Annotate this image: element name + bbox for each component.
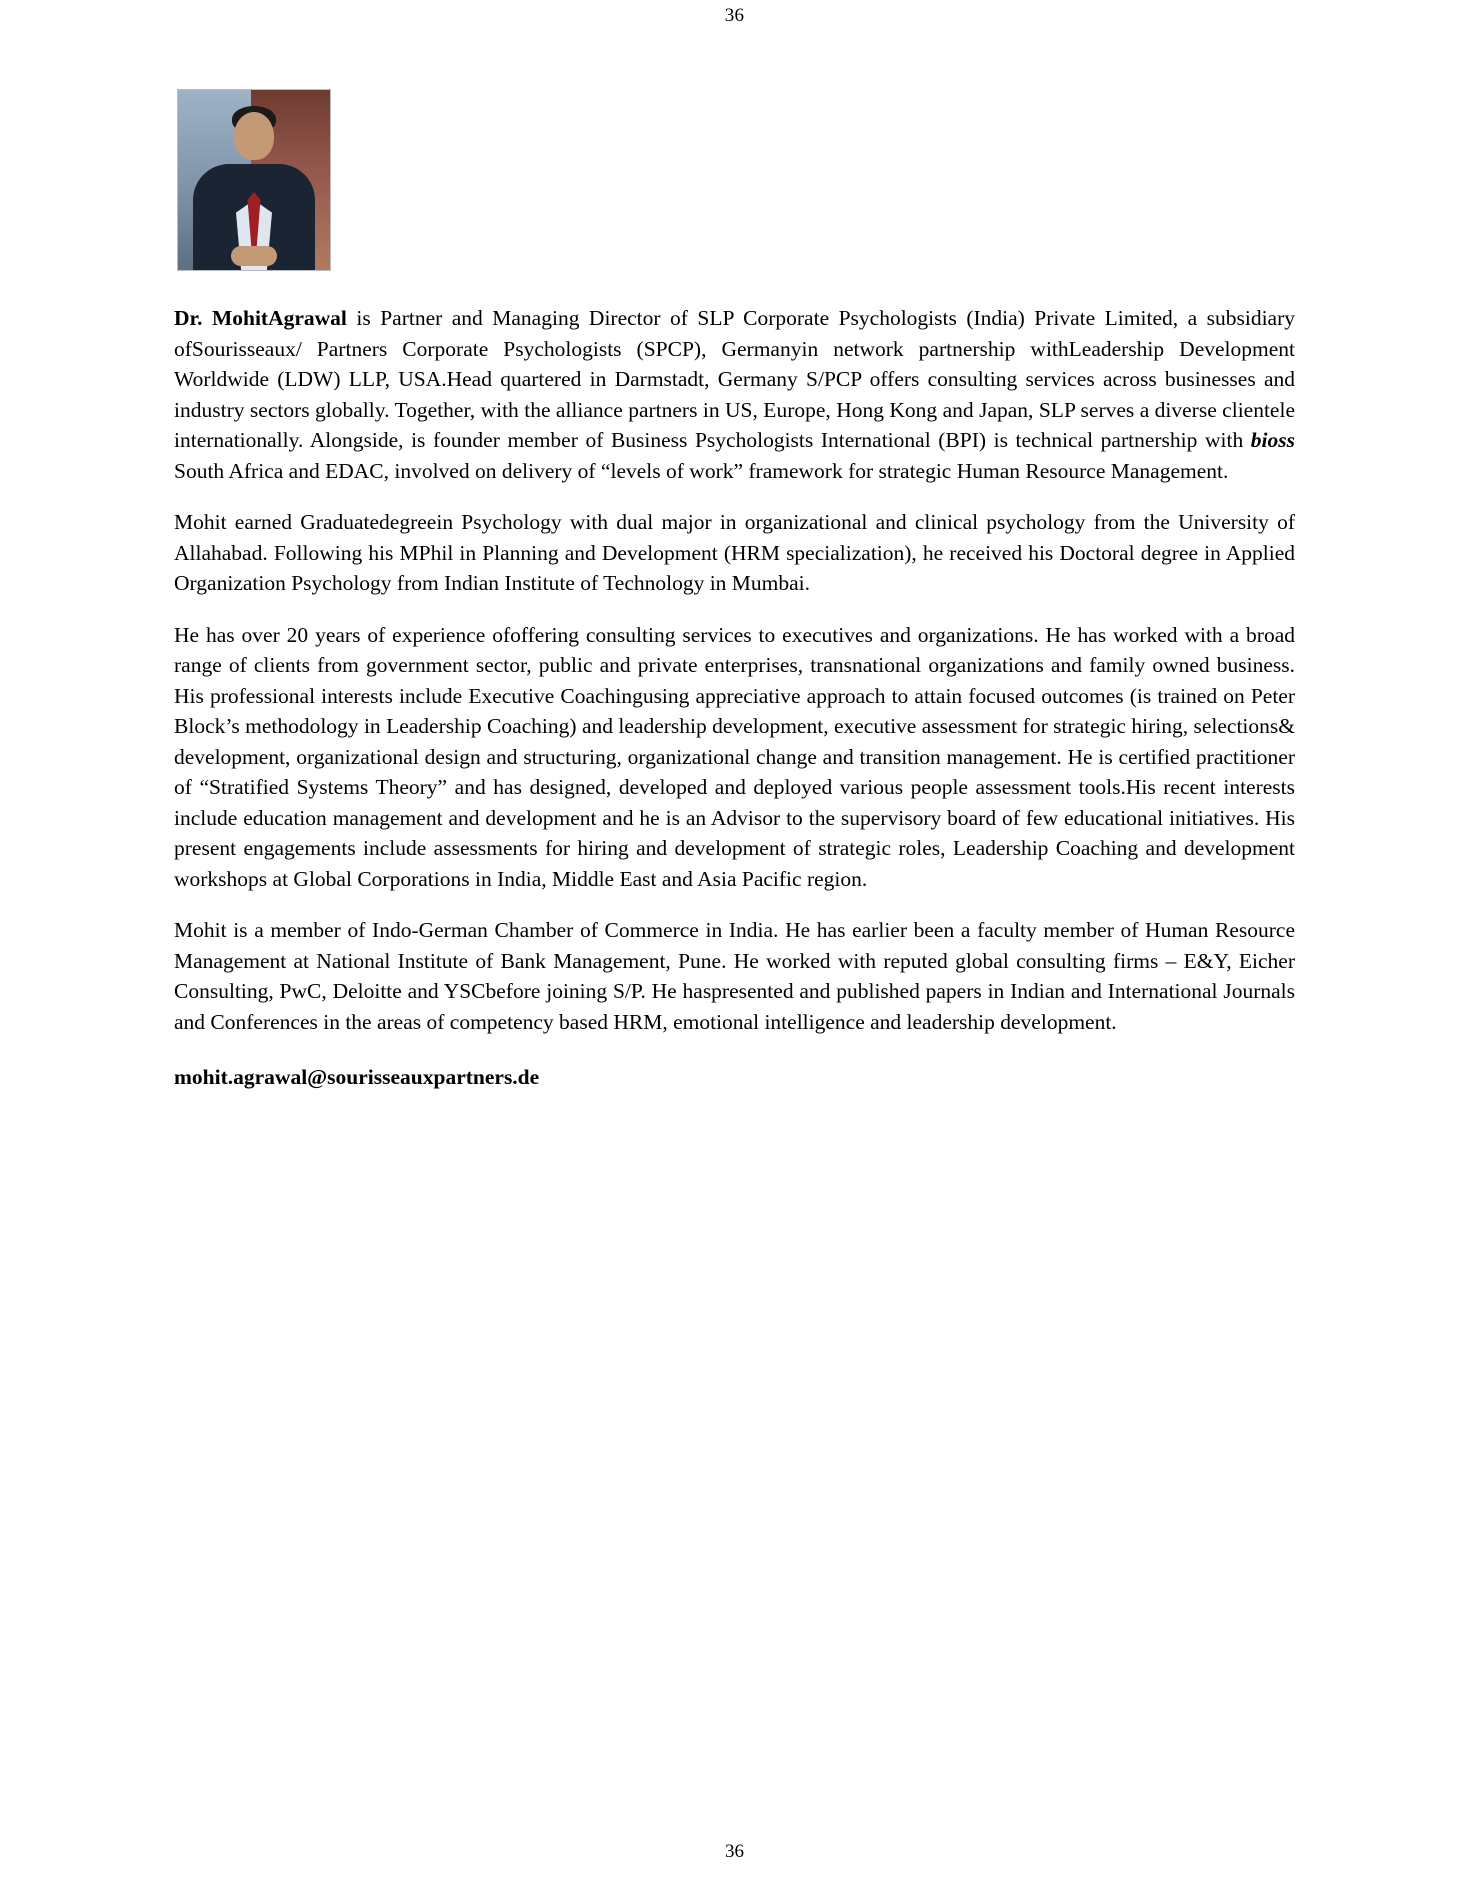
bio-paragraph-1-emphasis: bioss xyxy=(1250,428,1295,453)
portrait-head xyxy=(234,112,274,160)
bio-paragraph-1-rest: is Partner and Managing Director of SLP Corporate Psychologists (India) Private Limited, a subsidiary ofSourisseaux/ Partners Corporate Psychologists (SPCP), Germanyin network partnership withLeadership Development Worldwide (LDW) LLP, USA.Head quartered in Darmstadt, Germany S/PCP offers consulting services across businesses and industry sectors globally. Together, with the alliance partners in US, Europe, Hong Kong and Japan, SLP serves a diverse clientele internationally. Alongside, is founder member of Business Psychologists International (BPI) is technical partnership with xyxy=(174,306,1295,453)
page-number-bottom: 36 xyxy=(725,1841,744,1862)
bio-name: Dr. MohitAgrawal xyxy=(174,306,347,330)
page-number-top: 36 xyxy=(724,5,745,26)
page-content xyxy=(174,89,1295,1090)
contact-email[interactable]: mohit.agrawal@sourisseauxpartners.de xyxy=(174,1065,540,1090)
bio-paragraph-2: Mohit earned Graduatedegreein Psychology with dual major in organizational and clinical psychology from the University of Allahabad. Following his MPhil in Planning and Development (HRM specialization), he received his Doctoral degree in Applied Organization Psychology from Indian Institute of Technology in Mumbai. xyxy=(174,510,1295,596)
bio-paragraph-4: Mohit is a member of Indo-German Chamber of Commerce in India. He has earlier been a faculty member of Human Resource Management at National Institute of Bank Management, Pune. He worked with reputed global consulting firms – E&Y, Eicher Consulting, PwC, Deloitte and YSCbefore joining S/P. He haspresented and published papers in Indian and International Journals and Conferences in the areas of competency based HRM, emotional intelligence and leadership development. xyxy=(174,918,1295,1034)
portrait-photo xyxy=(177,89,331,271)
portrait-hands xyxy=(231,246,277,266)
bio-paragraph-1-tail: South Africa and EDAC, involved on delivery of “levels of work” framework for strategic Human Resource Management. xyxy=(174,458,1229,483)
bio-paragraph-3: He has over 20 years of experience ofoffering consulting services to executives and organizations. He has worked with a broad range of clients from government sector, public and private enterprises, transnational organizations and family owned business. His professional interests include Executive Coachingusing appreciative approach to attain focused outcomes (is trained on Peter Block’s methodology in Leadership Coaching) and leadership development, executive assessment for strategic hiring, selections& development, organizational design and structuring, organizational change and transition management. He is certified practitioner of “Stratified Systems Theory” and has designed, developed and deployed various people assessment tools.His recent interests include education management and development and he is an Advisor to the supervisory board of few educational initiatives. His present engagements include assessments for hiring and development of strategic roles, Leadership Coaching and development workshops at Global Corporations in India, Middle East and Asia Pacific region. xyxy=(174,622,1295,891)
bio-paragraph-1 xyxy=(174,303,1295,486)
